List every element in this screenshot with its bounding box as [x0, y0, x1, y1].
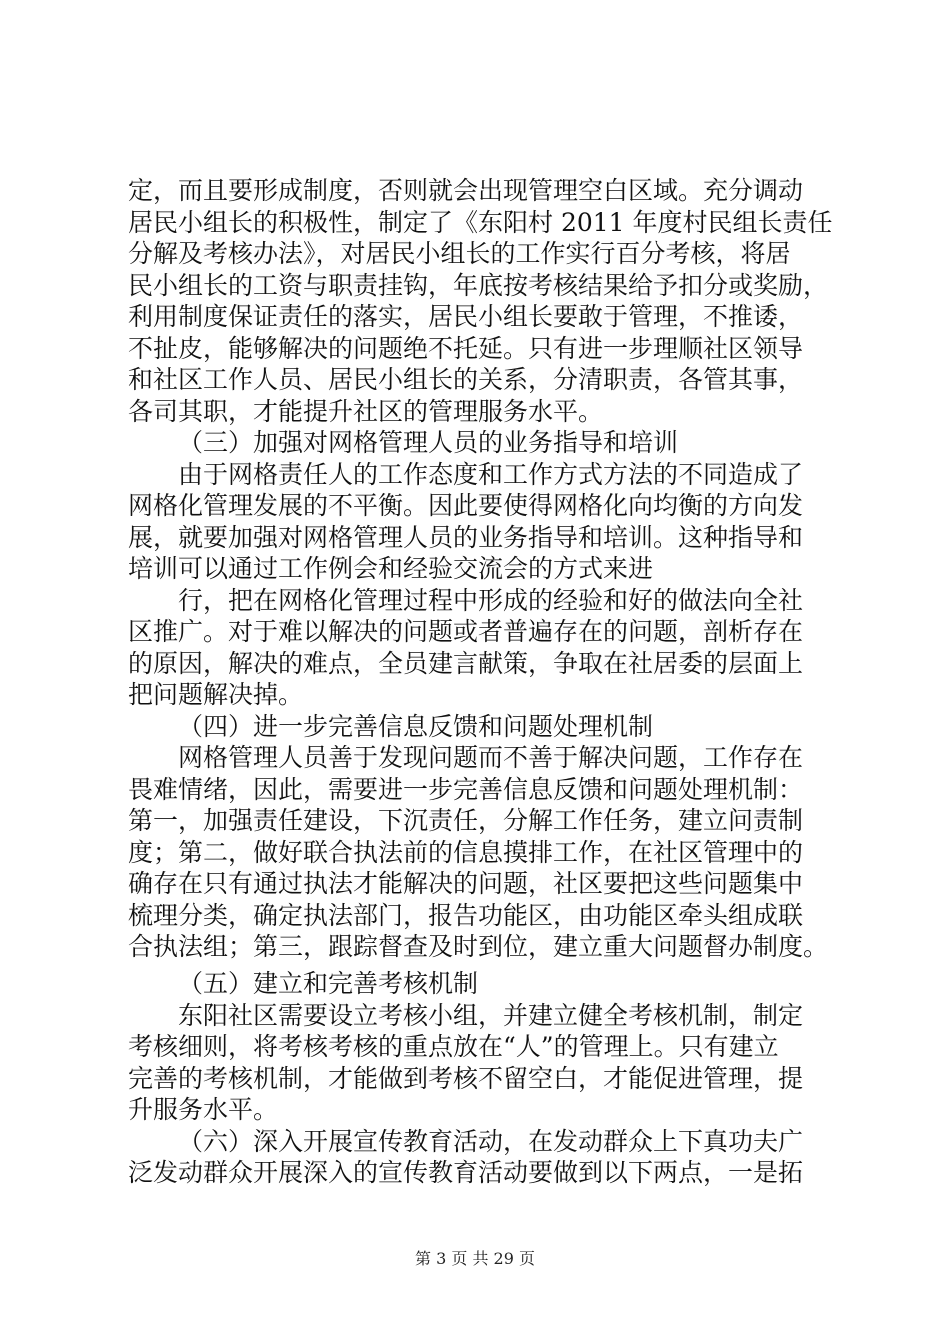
text-line: 完善的考核机制，才能做到考核不留空白，才能促进管理，提 [128, 1063, 804, 1093]
text-line: 梳理分类，确定执法部门，报告功能区，由功能区牵头组成联 [128, 900, 804, 930]
body-text-block [128, 175, 838, 963]
text-line: 把问题解决掉。 [128, 680, 304, 709]
text-line: 合执法组；第三，跟踪督查及时到位，建立重大问题督办制度。 [128, 932, 829, 961]
text-line: 东阳社区需要设立考核小组，并建立健全考核机制，制定 [178, 1000, 804, 1030]
text-line: （五）建立和完善考核机制 [178, 969, 479, 998]
text-line: （四）进一步完善信息反馈和问题处理机制 [178, 711, 654, 741]
text-line: 确存在只有通过执法才能解决的问题，社区要把这些问题集中 [128, 869, 804, 898]
text-line: 定，而且要形成制度，否则就会出现管理空白区域。充分调动 [128, 176, 804, 205]
text-line: 利用制度保证责任的落实，居民小组长要敢于管理，不推诿， [128, 302, 804, 331]
text-line: 畏难情绪，因此，需要进一步完善信息反馈和问题处理机制： [128, 774, 804, 804]
text-line: 网格管理人员善于发现问题而不善于解决问题，工作存在 [178, 743, 804, 772]
text-line: 度；第二，做好联合执法前的信息摸排工作，在社区管理中的 [128, 837, 804, 867]
text-line: （六）深入开展宣传教育活动，在发动群众上下真功夫广 [178, 1126, 804, 1156]
text-line: 居民小组长的积极性，制定了《东阳村 2011 年度村民组长责任 [128, 207, 833, 237]
text-line: 网格化管理发展的不平衡。因此要使得网格化向均衡的方向发 [128, 491, 804, 520]
body-text-block [128, 968, 838, 1189]
text-line: 展，就要加强对网格管理人员的业务指导和培训。这种指导和 [128, 522, 804, 552]
text-line: 培训可以通过工作例会和经验交流会的方式来进 [128, 554, 654, 583]
text-line: 民小组长的工资与职责挂钩，年底按考核结果给予扣分或奖励， [128, 270, 829, 300]
text-line: 不扯皮，能够解决的问题绝不托延。只有进一步理顺社区领导 [128, 333, 804, 363]
page-number-footer: 第 3 页 共 29 页 [415, 1249, 535, 1268]
text-line: 由于网格责任人的工作态度和工作方式方法的不同造成了 [178, 459, 804, 489]
text-line: 各司其职，才能提升社区的管理服务水平。 [128, 396, 604, 426]
text-line: 升服务水平。 [128, 1095, 279, 1124]
text-line: （三）加强对网格管理人员的业务指导和培训 [178, 428, 679, 457]
text-line: 区推广。对于难以解决的问题或者普遍存在的问题，剖析存在 [128, 617, 804, 646]
text-line: 行，把在网格化管理过程中形成的经验和好的做法向全社 [178, 585, 804, 615]
text-line: 泛发动群众开展深入的宣传教育活动要做到以下两点，一是拓 [128, 1158, 804, 1187]
text-line: 分解及考核办法》，对居民小组长的工作实行百分考核，将居 [128, 239, 791, 268]
text-line: 的原因，解决的难点，全员建言献策，争取在社居委的层面上 [128, 648, 804, 678]
text-line: 和社区工作人员、居民小组长的关系，分清职责，各管其事， [128, 365, 804, 394]
text-line: 第一，加强责任建设，下沉责任，分解工作任务，建立问责制 [128, 806, 804, 835]
text-line: 考核细则，将考核考核的重点放在“人”的管理上。只有建立 [128, 1032, 779, 1061]
